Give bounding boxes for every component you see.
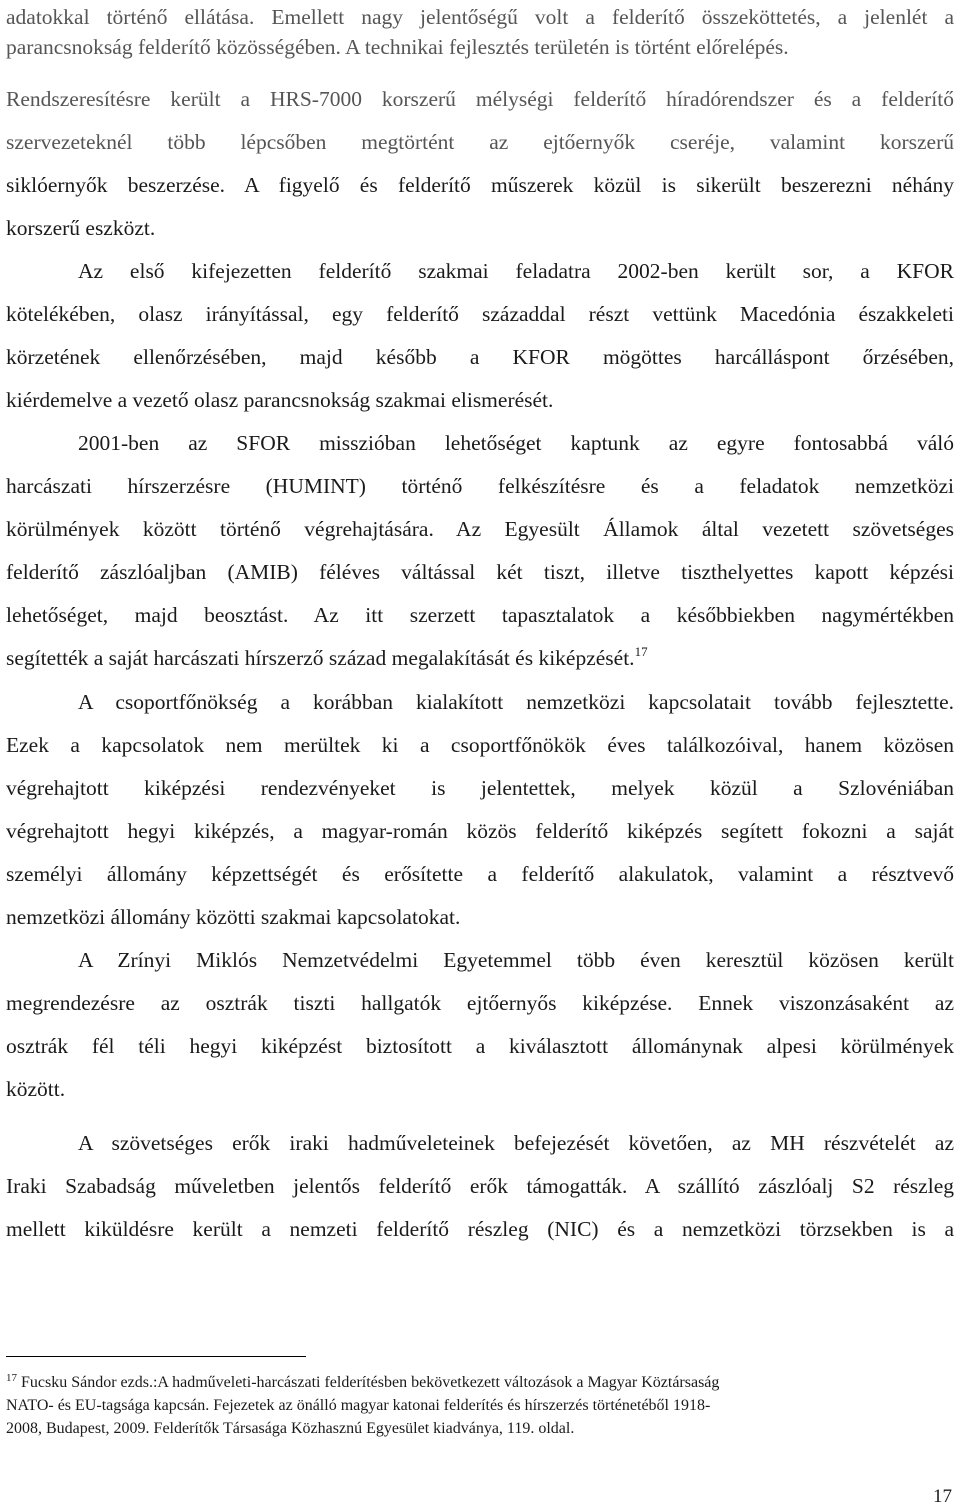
page-number: 17 <box>933 1486 952 1507</box>
body-text-line: kötelékében, olasz irányítással, egy felderítő századdal részt vettünk Macedónia északkeleti <box>6 302 954 326</box>
body-text-line: osztrák fél téli hegyi kiképzést biztosított a kiválasztott állománynak alpesi körülmények <box>6 1034 954 1058</box>
footnote-reference[interactable]: 17 <box>634 644 648 659</box>
body-text-line: Rendszeresítésre került a HRS-7000 korszerű mélységi felderítő híradórendszer és a felderítő <box>6 87 954 111</box>
body-text-line: parancsnokság felderítő közösségében. A technikai fejlesztés területén is történt előrelépés. <box>6 35 789 59</box>
body-text-line: felderítő zászlóaljban (AMIB) féléves váltással két tiszt, illetve tiszthelyettes kapott képzési <box>6 560 954 584</box>
body-text-line: végrehajtott hegyi kiképzés, a magyar-román közös felderítő kiképzés segített fokozni a saját <box>6 819 954 843</box>
body-text-line: A csoportfőnökség a korábban kialakított nemzetközi kapcsolatait tovább fejlesztette. <box>78 690 954 714</box>
body-text-line: lehetőséget, majd beosztást. Az itt szerzett tapasztalatok a későbbiekben nagymértékben <box>6 603 954 627</box>
body-text-line: A szövetséges erők iraki hadműveleteinek befejezését követően, az MH részvételét az <box>78 1131 954 1155</box>
body-text-line: 2001-ben az SFOR misszióban lehetőséget kaptunk az egyre fontosabbá váló <box>78 431 954 455</box>
body-text-line: Ezek a kapcsolatok nem merültek ki a csoportfőnökök éves találkozóival, hanem közösen <box>6 733 954 757</box>
body-text-line: személyi állomány képzettségét és erősítette a felderítő alakulatok, valamint a résztvevő <box>6 862 954 886</box>
footnote-line <box>6 1373 942 1393</box>
footnote-text: Fucsku Sándor ezds.:A hadműveleti-harcászati felderítésben bekövetkezett változások a Magyar Köztársaság <box>21 1374 720 1391</box>
body-text-line: körzetének ellenőrzésében, majd később a KFOR mögöttes harcálláspont őrzésében, <box>6 345 954 369</box>
body-text-line: kiérdemelve a vezető olasz parancsnokság szakmai elismerését. <box>6 388 554 412</box>
body-text-line: mellett kiküldésre került a nemzeti felderítő részleg (NIC) és a nemzetközi törzsekben is a <box>6 1217 954 1241</box>
body-text-line: adatokkal történő ellátása. Emellett nagy jelentőségű volt a felderítő összeköttetés, a jelenlét a <box>6 5 954 29</box>
footnote-separator <box>6 1356 306 1357</box>
footnote-line: NATO- és EU-tagsága kapcsán. Fejezetek az önálló magyar katonai felderítés és hírszerzés történetéből 1918- <box>6 1397 711 1414</box>
body-text-line: szervezeteknél több lépcsőben megtörtént az ejtőernyők cseréje, valamint korszerű <box>6 130 954 154</box>
body-text-line: megrendezésre az osztrák tiszti hallgatók ejtőernyős kiképzése. Ennek viszonzásaként az <box>6 991 954 1015</box>
body-text-line: körülmények között történő végrehajtására. Az Egyesült Államok által vezetett szövetséges <box>6 517 954 541</box>
body-text-line-content: segítették a saját harcászati hírszerző század megalakítását és kiképzését. <box>6 646 635 670</box>
body-text-line: között. <box>6 1077 66 1101</box>
body-text-line: A Zrínyi Miklós Nemzetvédelmi Egyetemmel több éven keresztül közösen került <box>78 948 954 972</box>
body-text-line: siklóernyők beszerzése. A figyelő és felderítő műszerek közül is sikerült beszerezni néhány <box>6 173 954 197</box>
body-text-line: Iraki Szabadság műveletben jelentős felderítő erők támogatták. A szállító zászlóalj S2 részleg <box>6 1174 954 1198</box>
body-text-line: korszerű eszközt. <box>6 216 156 240</box>
body-text-line: Az első kifejezetten felderítő szakmai feladatra 2002-ben került sor, a KFOR <box>78 259 954 283</box>
body-text-line: végrehajtott kiképzési rendezvényeket is jelentettek, melyek közül a Szlovéniában <box>6 776 954 800</box>
body-text-line: harcászati hírszerzésre (HUMINT) történő felkészítésre és a feladatok nemzetközi <box>6 474 954 498</box>
body-text-line: nemzetközi állomány közötti szakmai kapcsolatokat. <box>6 905 461 929</box>
footnote-line: 2008, Budapest, 2009. Felderítők Társasága Közhasznú Egyesület kiadványa, 119. oldal. <box>6 1420 575 1437</box>
body-text-line <box>6 644 954 672</box>
footnote-number: 17 <box>6 1372 17 1384</box>
